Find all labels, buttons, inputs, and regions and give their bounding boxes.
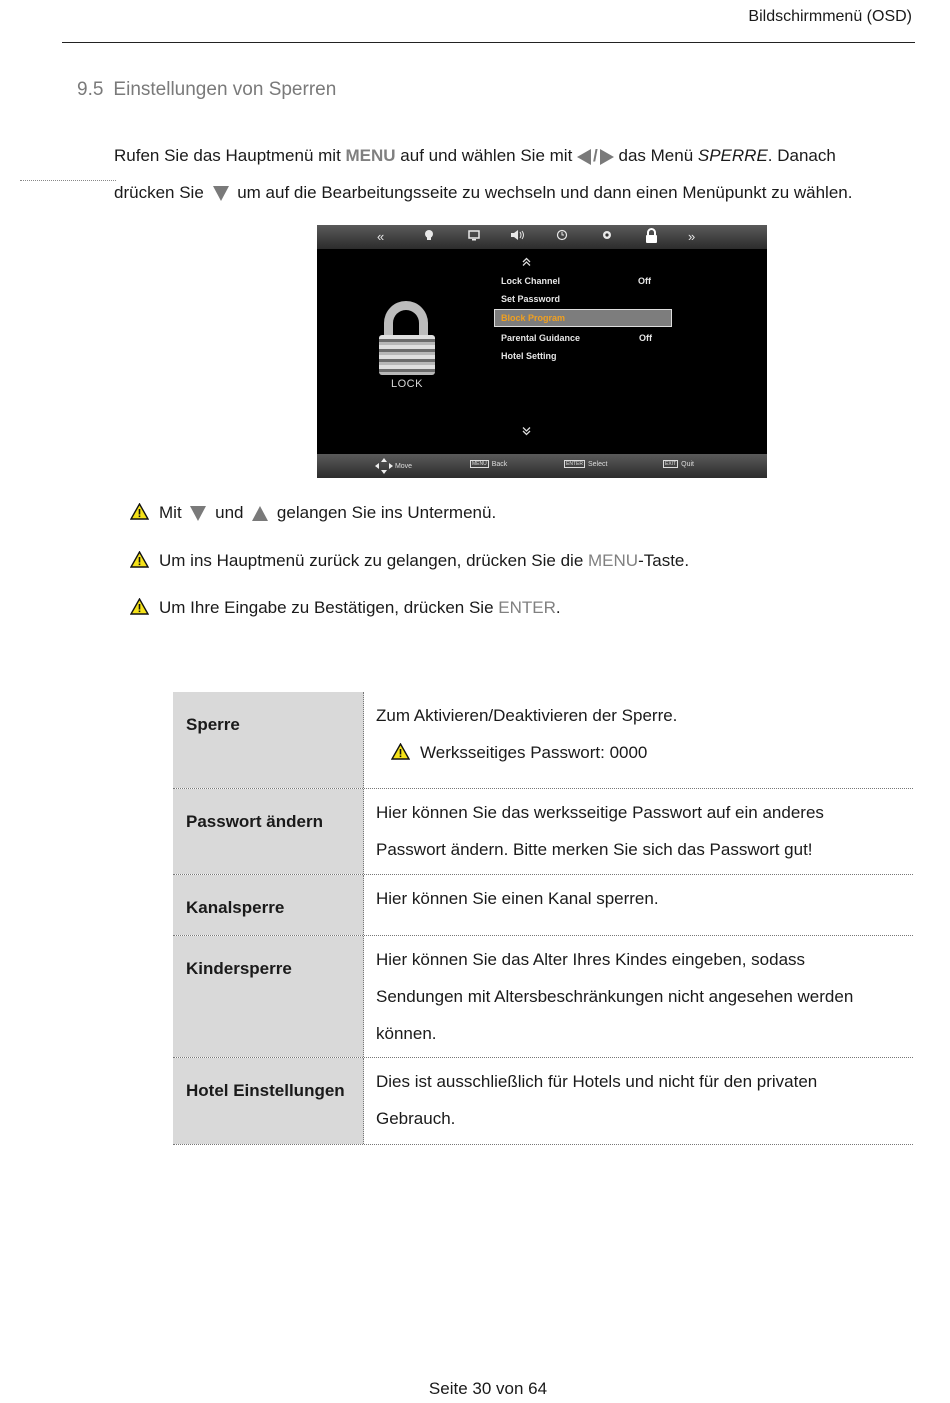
note-main-menu: Um ins Hauptmenü zurück zu gelangen, drücken Sie die MENU-Taste. (130, 551, 689, 571)
table-row (173, 789, 913, 875)
section-title: Einstellungen von Sperren (113, 79, 337, 100)
padlock-icon (379, 335, 435, 375)
lock-caption: LOCK (391, 378, 423, 390)
osd-item-lock-channel: Lock Channel (501, 276, 561, 286)
hint-move: Move (375, 458, 412, 474)
row-label: Kanalsperre (186, 898, 285, 917)
row-label-cell (173, 692, 364, 788)
row-label-cell (173, 789, 364, 874)
row-description: Dies ist ausschließlich für Hotels und nicht für den privaten Gebrauch. (376, 1072, 818, 1128)
dpad-icon (375, 458, 393, 474)
row-label-cell (173, 1058, 364, 1144)
osd-item-set-password: Set Password (501, 294, 561, 304)
note-submenu: Mit und gelangen Sie ins Untermenü. (130, 503, 496, 523)
warning-icon (130, 551, 149, 568)
table-row (173, 875, 913, 936)
intro-paragraph: Rufen Sie das Hauptmenü mit MENU auf und wählen Sie mit / das Menü SPERRE. Danach drücken Sie um auf die Bearbeitungsseite zu wechseln und dann einen Menüpunkt zu wählen. (114, 146, 853, 202)
right-arrow-icon (600, 149, 614, 165)
section-number: 9.5 (77, 79, 104, 100)
menu-name: SPERRE (697, 146, 768, 165)
page-number: Seite 30 von 64 (428, 1379, 548, 1398)
osd-item-value: Off (638, 276, 651, 286)
up-arrow-icon (252, 506, 268, 521)
scroll-up-icon (521, 256, 532, 270)
osd-top-bar (317, 225, 767, 249)
row-label-cell (173, 875, 364, 935)
row-label: Kindersperre (186, 959, 292, 978)
hint-quit: EXIT Quit (665, 460, 694, 468)
row-label: Sperre (186, 715, 240, 734)
osd-item-block-program: Block Program (494, 309, 672, 327)
row-label: Hotel Einstellungen (186, 1081, 345, 1100)
table-row (173, 936, 913, 1058)
row-description: Zum Aktivieren/Deaktivieren der Sperre. Werksseitiges Passwort: 0000 (376, 692, 913, 771)
margin-divider (20, 180, 116, 181)
left-arrow-icon (577, 149, 591, 165)
menu-key-label: MENU (588, 551, 639, 570)
header-rule (62, 42, 915, 43)
picture-icon (423, 229, 435, 245)
lock-icon (645, 228, 658, 248)
down-arrow-icon (213, 186, 229, 201)
gear-icon (601, 229, 613, 245)
section-heading (77, 79, 336, 101)
down-arrow-icon (190, 506, 206, 521)
table-row (173, 692, 913, 789)
row-label-cell (173, 936, 364, 1057)
osd-hint-bar (317, 454, 767, 478)
table-row (173, 1058, 913, 1145)
osd-item-value: Off (639, 333, 652, 343)
lock-settings-table (173, 692, 913, 1145)
osd-screenshot (317, 225, 767, 478)
speaker-icon (510, 229, 526, 245)
scroll-down-icon (521, 426, 532, 440)
warning-icon (130, 503, 149, 520)
row-description: Hier können Sie das Alter Ihres Kindes eingeben, sodass Sendungen mit Altersbeschränkungen nicht angesehen werden können. (376, 950, 854, 1043)
running-header: Bildschirmmenü (OSD) (748, 8, 912, 25)
screen-icon (468, 229, 480, 245)
osd-item-hotel-setting: Hotel Setting (501, 351, 557, 361)
double-chevron-left-icon: « (377, 229, 385, 244)
warning-icon (130, 598, 149, 615)
row-description: Hier können Sie das werksseitige Passwort auf ein anderes Passwort ändern. Bitte merken Sie sich das Passwort gut! (376, 803, 824, 859)
menu-key-label: MENU (345, 146, 396, 165)
clock-icon (556, 229, 568, 245)
enter-key-label: ENTER (498, 598, 556, 617)
password-note: Werksseitiges Passwort: 0000 (376, 734, 913, 771)
row-label: Passwort ändern (186, 812, 323, 831)
double-chevron-right-icon: » (688, 229, 696, 244)
row-description: Hier können Sie einen Kanal sperren. (376, 889, 659, 908)
osd-item-parental-guidance: Parental Guidance (501, 333, 581, 343)
hint-back: MENU Back (472, 460, 508, 468)
warning-icon (391, 743, 410, 760)
hint-select: ENTER Select (566, 460, 608, 468)
note-confirm: Um Ihre Eingabe zu Bestätigen, drücken Sie ENTER. (130, 598, 561, 618)
